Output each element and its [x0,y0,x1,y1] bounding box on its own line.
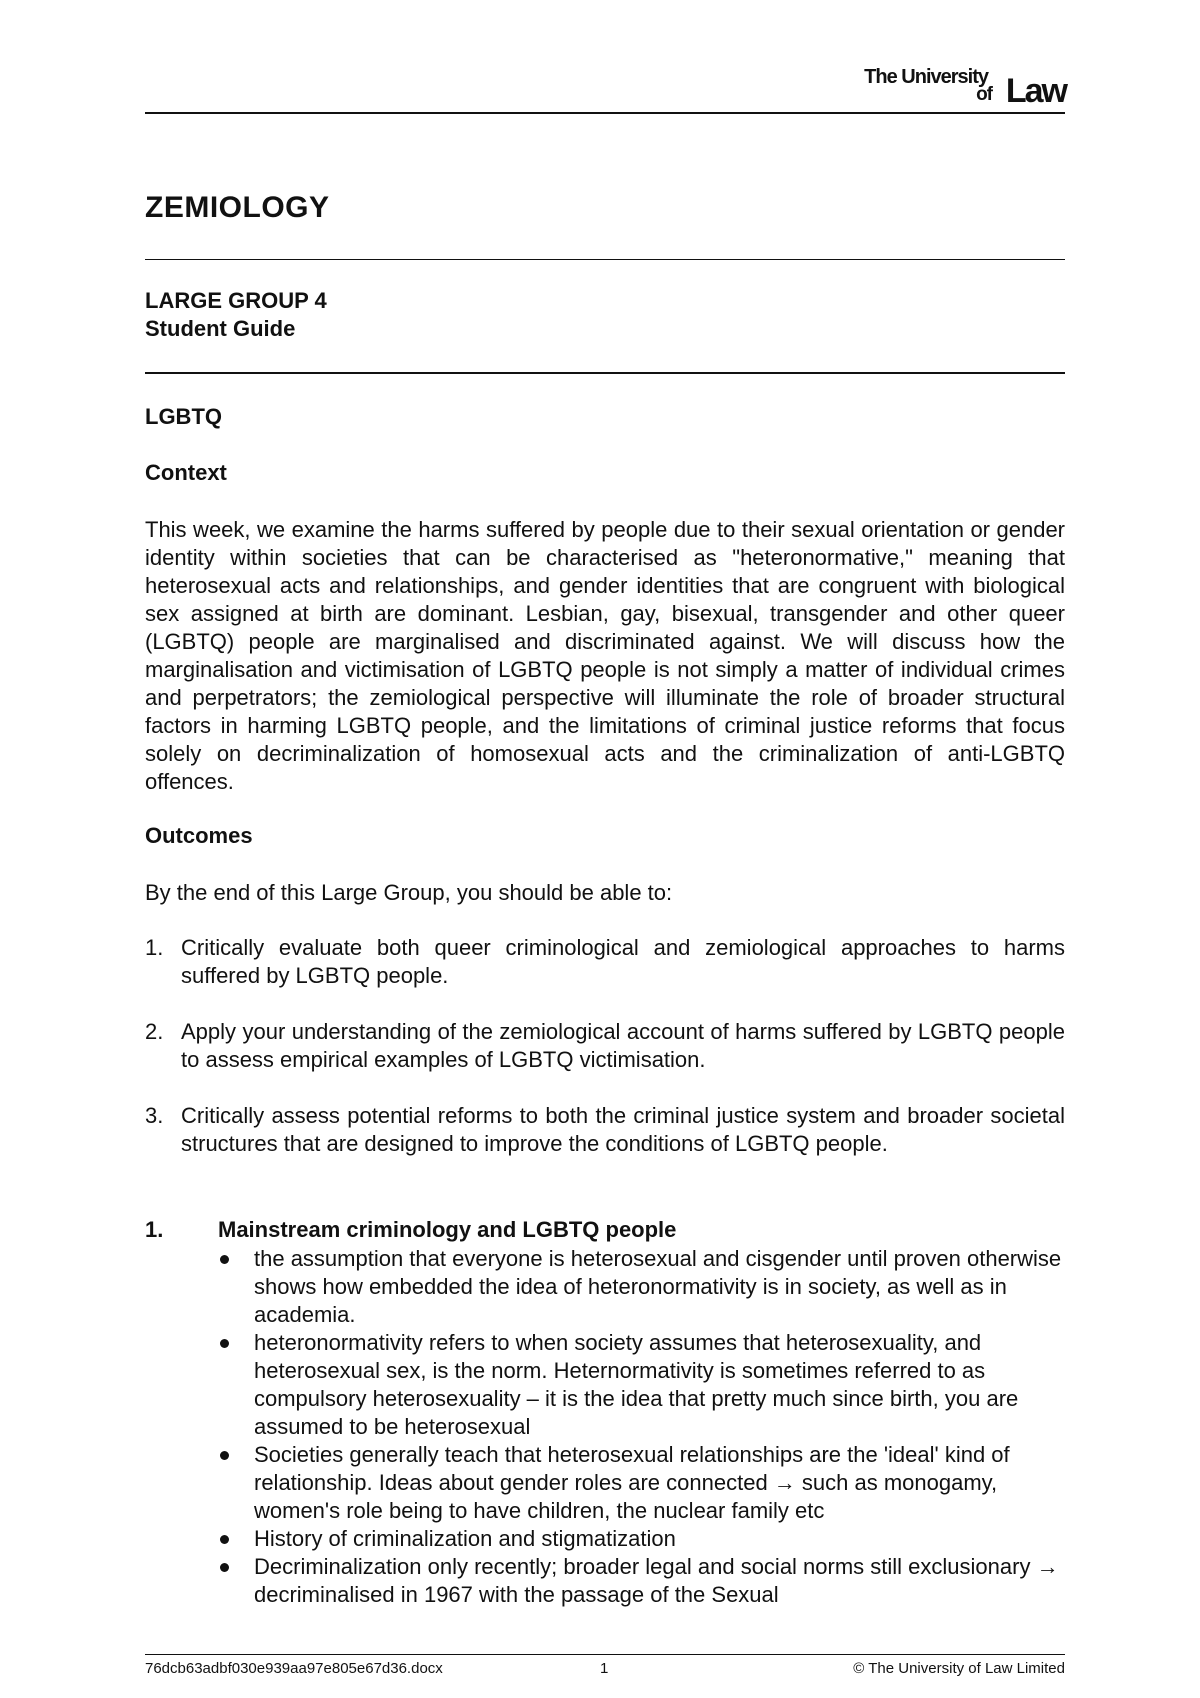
list-item [218,1441,1068,1525]
outcomes-heading: Outcomes [145,823,253,848]
document-title: ZEMIOLOGY [145,191,330,224]
list-item [218,1329,1068,1441]
header-divider [145,112,1065,114]
outcomes-intro: By the end of this Large Group, you should be able to: [145,880,673,905]
bullet-icon [220,1339,229,1348]
list-item-number: 2. [145,1019,164,1044]
section-bullet-list [218,1245,1068,1609]
bullet-icon [220,1535,229,1544]
logo-line1: The University [864,66,988,88]
section-title: Mainstream criminology and LGBTQ people [218,1217,677,1242]
topic-heading: LGBTQ [145,404,222,429]
bullet-text: heteronormativity refers to when society assumes that heterosexuality, and heterosexual sex, is the norm. Heternormativity is sometimes referred to as compulsory heterosexuality – it is the idea that pretty much since birth, you are assumed to be heterosexual [254,1330,1019,1439]
university-logo [856,66,1066,108]
bullet-text: the assumption that everyone is heterosexual and cisgender until proven otherwise shows how embedded the idea of heteronormativity is in society, as well as in academia. [254,1246,1062,1327]
footer-divider [145,1654,1065,1655]
context-heading: Context [145,460,227,485]
footer-page-number: 1 [600,1660,609,1677]
list-item-text: Apply your understanding of the zemiological account of harms suffered by LGBTQ people to assess empirical examples of LGBTQ victimisation. [181,1019,1065,1072]
list-item [218,1525,1068,1553]
list-item [218,1553,1068,1609]
list-item-number: 1. [145,935,164,960]
logo-of: of [976,84,992,105]
footer-copyright: © The University of Law Limited [853,1660,1065,1677]
bullet-icon [220,1563,229,1572]
list-item-text: Critically evaluate both queer criminological and zemiological approaches to harms suffered by LGBTQ people. [181,935,1065,988]
title-divider [145,259,1065,260]
guide-label: Student Guide [145,316,296,341]
bullet-text: Societies generally teach that heterosexual relationships are the 'ideal' kind of relationship. Ideas about gender roles are connected → such as monogamy, women's role being to have children, the nuclear family etc [254,1442,1010,1523]
group-label: LARGE GROUP 4 [145,288,327,313]
bullet-text: History of criminalization and stigmatization [254,1526,676,1551]
section-number: 1. [145,1217,164,1242]
list-item-text: Critically assess potential reforms to both the criminal justice system and broader societal structures that are designed to improve the conditions of LGBTQ people. [181,1103,1065,1156]
bullet-icon [220,1451,229,1460]
bullet-icon [220,1255,229,1264]
subtitle-divider [145,372,1065,374]
logo-law: Law [1005,72,1066,110]
list-item [218,1245,1068,1329]
list-item-number: 3. [145,1103,164,1128]
bullet-text: Decriminalization only recently; broader legal and social norms still exclusionary → decriminalised in 1967 with the passage of the Sexual [254,1554,1059,1607]
context-paragraph: This week, we examine the harms suffered by people due to their sexual orientation or gender identity within societies that can be characterised as "heteronormative," meaning that heterosexual acts and relationships, and gender identities that are congruent with biological sex assigned at birth are dominant. Lesbian, gay, bisexual, transgender and other queer (LGBTQ) people are marginalised and discriminated against. We will discuss how the marginalisation and victimisation of LGBTQ people is not simply a matter of individual crimes and perpetrators; the zemiological perspective will illuminate the role of broader structural factors in harming LGBTQ people, and the limitations of criminal justice reforms that focus solely on decriminalization of homosexual acts and the criminalization of anti-LGBTQ offences. [145,517,1065,794]
footer-filename: 76dcb63adbf030e939aa97e805e67d36.docx [145,1660,443,1677]
